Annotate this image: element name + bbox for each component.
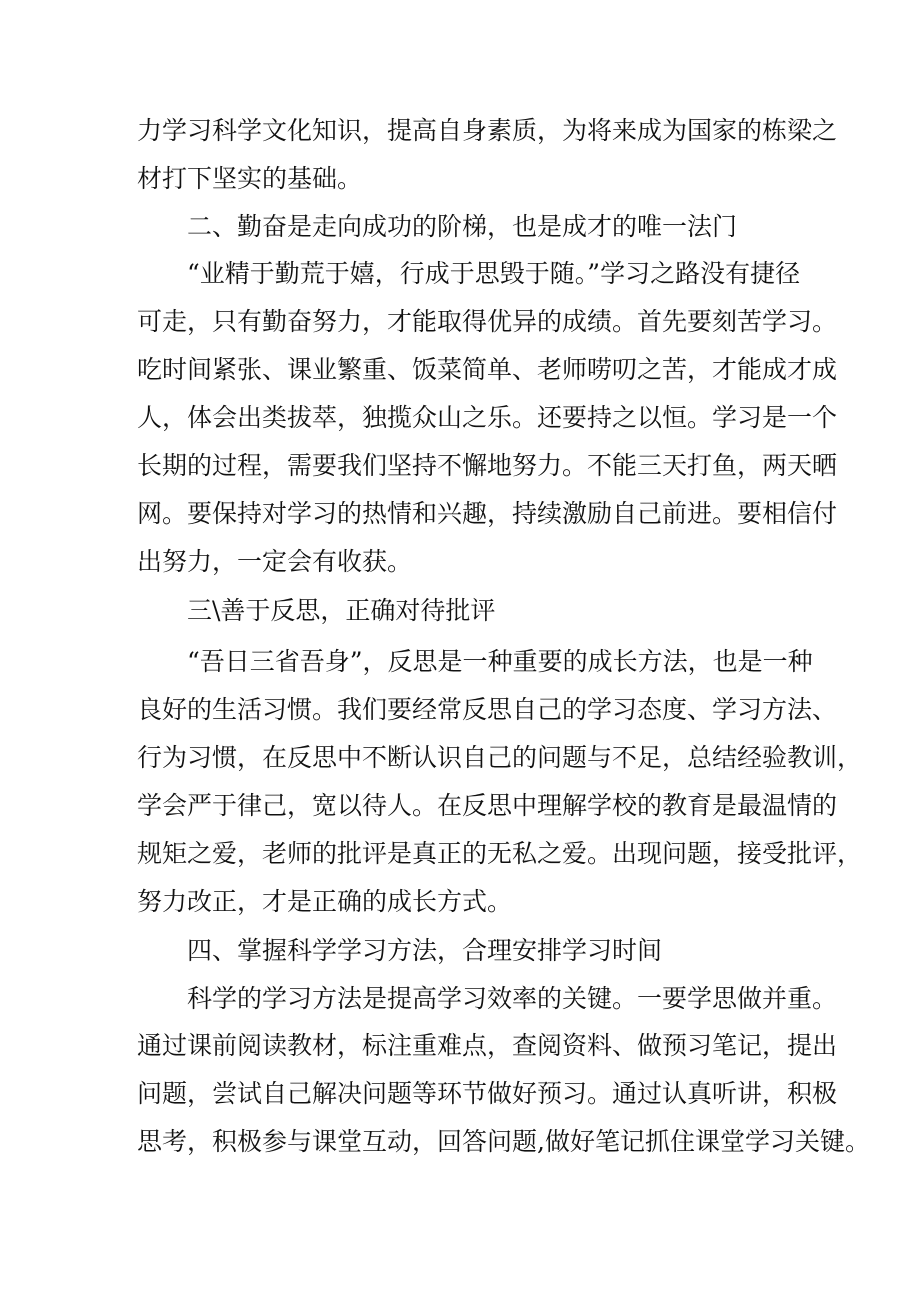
body-text-line: 学会严于律己，宽以待人。在反思中理解学校的教育是最温情的 [137,791,838,820]
body-text-line: 良好的生活习惯。我们要经常反思自己的学习态度、学习方法、 [137,695,838,724]
section-heading: 三\善于反思，正确对待批评 [187,596,496,625]
section-heading: 二、勤奋是走向成功的阶梯，也是成才的唯一法门 [187,212,738,241]
body-text-line: 长期的过程，需要我们坚持不懈地努力。不能三天打鱼，两天晒 [137,451,838,480]
body-text-line: 人，体会出类拔萃，独揽众山之乐。还要持之以恒。学习是一个 [137,403,838,432]
body-text-line: 问题，尝试自己解决问题等环节做好预习。通过认真听讲，积极 [137,1079,838,1108]
body-text-line: 努力改正，才是正确的成长方式。 [137,887,513,916]
body-text-line: 力学习科学文化知识，提高自身素质，为将来成为国家的栋梁之 [137,116,838,145]
body-text-line: 行为习惯，在反思中不断认识自己的问题与不足，总结经验教训， [137,743,863,772]
body-text-line: 规矩之爱，老师的批评是真正的无私之爱。出现问题，接受批评， [137,839,863,868]
body-text-line: 吃时间紧张、课业繁重、饭菜简单、老师唠叨之苦，才能成才成 [137,355,838,384]
body-text-line: “吾日三省吾身”，反思是一种重要的成长方法，也是一种 [187,647,813,676]
body-text-line: 出努力，一定会有收获。 [137,547,413,576]
body-text-line: 思考，积极参与课堂互动，回答问题,做好笔记抓住课堂学习关键。 [137,1127,870,1156]
body-text-line: 网。要保持对学习的热情和兴趣，持续激励自己前进。要相信付 [137,499,838,528]
body-text-line: 材打下坚实的基础。 [137,164,363,193]
section-heading: 四、掌握科学学习方法，合理安排学习时间 [187,936,663,965]
body-text-line: “业精于勤荒于嬉，行成于思毁于随。”学习之路没有捷径 [187,259,801,288]
body-text-line: 通过课前阅读教材，标注重难点，查阅资料、做预习笔记，提出 [137,1031,838,1060]
body-text-line: 可走，只有勤奋努力，才能取得优异的成绩。首先要刻苦学习。 [137,307,838,336]
body-text-line: 科学的学习方法是提高学习效率的关键。一要学思做并重。 [187,984,838,1013]
